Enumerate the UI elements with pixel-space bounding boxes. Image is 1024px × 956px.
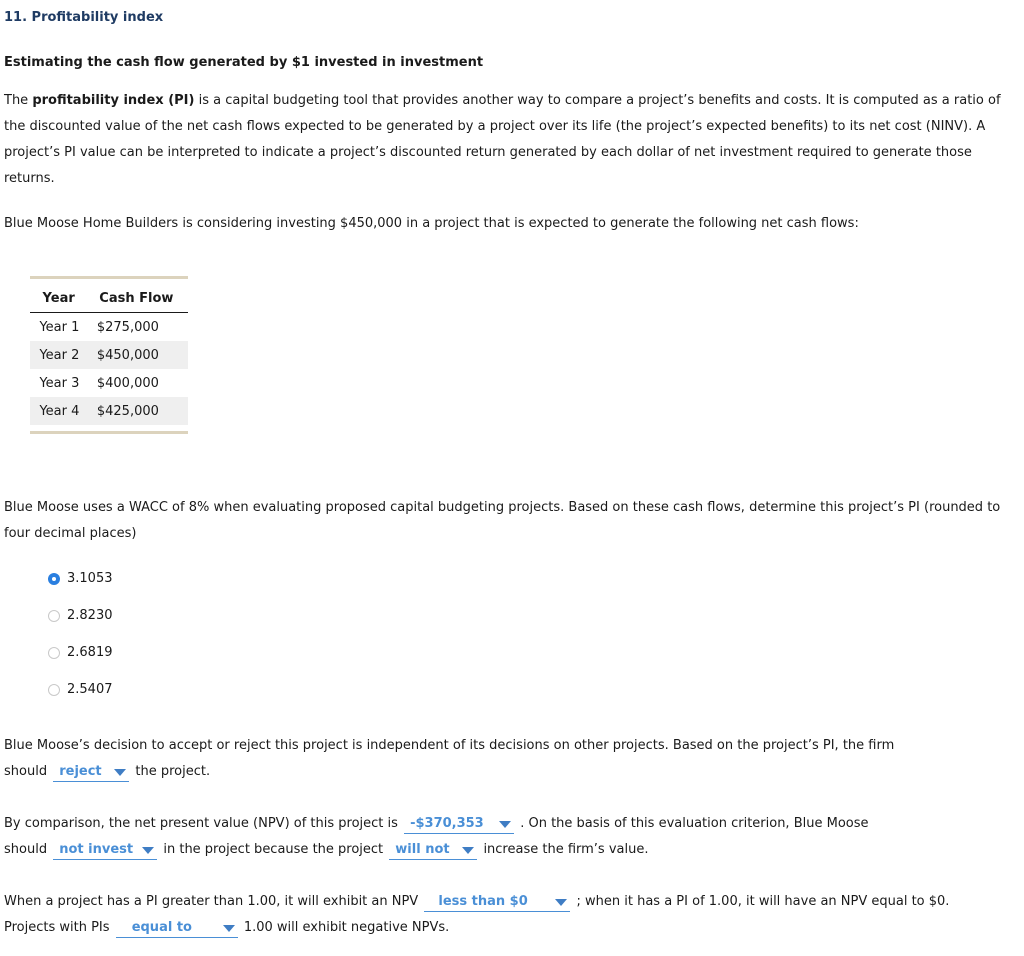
radio-icon[interactable] [48,610,60,622]
header-cash-flow: Cash Flow [99,291,174,306]
intro-paragraph [4,88,1014,192]
chevron-down-icon[interactable] [499,821,511,828]
dropdown-value: will not [395,842,450,857]
npv-line-1 [4,811,1014,837]
final-pis-text: Projects with PIs [4,920,110,935]
intro-text-pre: The [4,93,33,108]
npv-value-dropdown[interactable] [404,815,514,834]
option-label: 3.1053 [67,571,113,586]
cell-cash-flow: $400,000 [96,375,159,391]
npv-paragraph [4,811,1014,863]
dropdown-value: equal to [131,920,192,935]
table-row [30,369,188,397]
decision-pre-text: should [4,764,48,779]
table-header-row [30,279,188,313]
table-row [30,313,188,341]
cash-flow-table [30,276,188,434]
radio-selected-icon[interactable] [48,573,60,585]
intro-text-post: is a capital budgeting tool that provides another way to compare a project’s benefits and costs. It is computed as a ratio of the discounted value of the net cash flows expected to be generated by a project over its life (the project’s expected benefits) to its net cost (NINV). A project’s PI value can be interpreted to indicate a project’s discounted return generated by each dollar of net investment required to generate those returns. [4,93,1001,186]
chevron-down-icon[interactable] [223,925,235,932]
final-end-text: 1.00 will exhibit negative NPVs. [243,920,450,935]
option-label: 2.8230 [67,608,113,623]
cell-cash-flow: $425,000 [96,403,159,419]
npv-line-2 [4,837,1014,863]
cell-cash-flow: $275,000 [96,319,159,335]
final-post-text: ; when it has a PI of 1.00, it will have an NPV equal to $0. [576,894,950,909]
decision-line-1: Blue Moose’s decision to accept or reject this project is independent of its decisions on other projects. Based on the project’s PI, the firm [4,738,895,753]
dropdown-value: less than $0 [438,894,528,909]
cell-year: Year 4 [39,403,80,419]
option-4[interactable] [48,682,113,697]
section-heading: 11. Profitability index [4,10,164,25]
table-bottom-rule [30,431,188,434]
table-row [30,397,188,425]
invest-dropdown[interactable] [53,841,157,860]
value-effect-dropdown[interactable] [389,841,477,860]
chevron-down-icon[interactable] [555,899,567,906]
decision-dropdown[interactable] [53,763,129,782]
cell-cash-flow: $450,000 [96,347,159,363]
header-year: Year [42,291,75,306]
option-label: 2.5407 [67,682,113,697]
chevron-down-icon[interactable] [114,769,126,776]
table-row [30,341,188,369]
intro-text-bold: profitability index (PI) [32,93,195,108]
section-subheading: Estimating the cash flow generated by $1 invested in investment [4,55,484,70]
option-label: 2.6819 [67,645,113,660]
decision-paragraph [4,733,1014,785]
npv-pre-text: By comparison, the net present value (NPV) of this project is [4,816,398,831]
option-2[interactable] [48,608,113,623]
cell-year: Year 2 [39,347,80,363]
cell-year: Year 3 [39,375,80,391]
final-pre-text: When a project has a PI greater than 1.00, it will exhibit an NPV [4,894,419,909]
npv-should-text: should [4,842,48,857]
pi-comparison-dropdown[interactable] [116,919,238,938]
radio-icon[interactable] [48,684,60,696]
question-paragraph: Blue Moose uses a WACC of 8% when evaluating proposed capital budgeting projects. Based on these cash flows, determine this project’s PI (rounded to four decimal places) [4,500,1001,541]
npv-post-text: . On the basis of this evaluation criterion, Blue Moose [520,816,869,831]
final-line-1 [4,889,1014,915]
final-line-2 [4,915,1014,941]
decision-post-text: the project. [135,764,211,779]
npv-end-text: increase the firm’s value. [483,842,649,857]
cell-year: Year 1 [39,319,80,335]
npv-comparison-dropdown[interactable] [424,893,570,912]
option-1[interactable] [48,571,113,586]
option-3[interactable] [48,645,113,660]
final-paragraph [4,889,1014,941]
dropdown-value: -$370,353 [410,816,484,831]
radio-icon[interactable] [48,647,60,659]
scenario-paragraph: Blue Moose Home Builders is considering investing $450,000 in a project that is expected to generate the following net cash flows: [4,216,859,231]
dropdown-value: reject [59,764,102,779]
dropdown-value: not invest [59,842,134,857]
decision-line-2 [4,759,1014,785]
chevron-down-icon[interactable] [142,847,154,854]
npv-mid-text: in the project because the project [163,842,384,857]
chevron-down-icon[interactable] [462,847,474,854]
